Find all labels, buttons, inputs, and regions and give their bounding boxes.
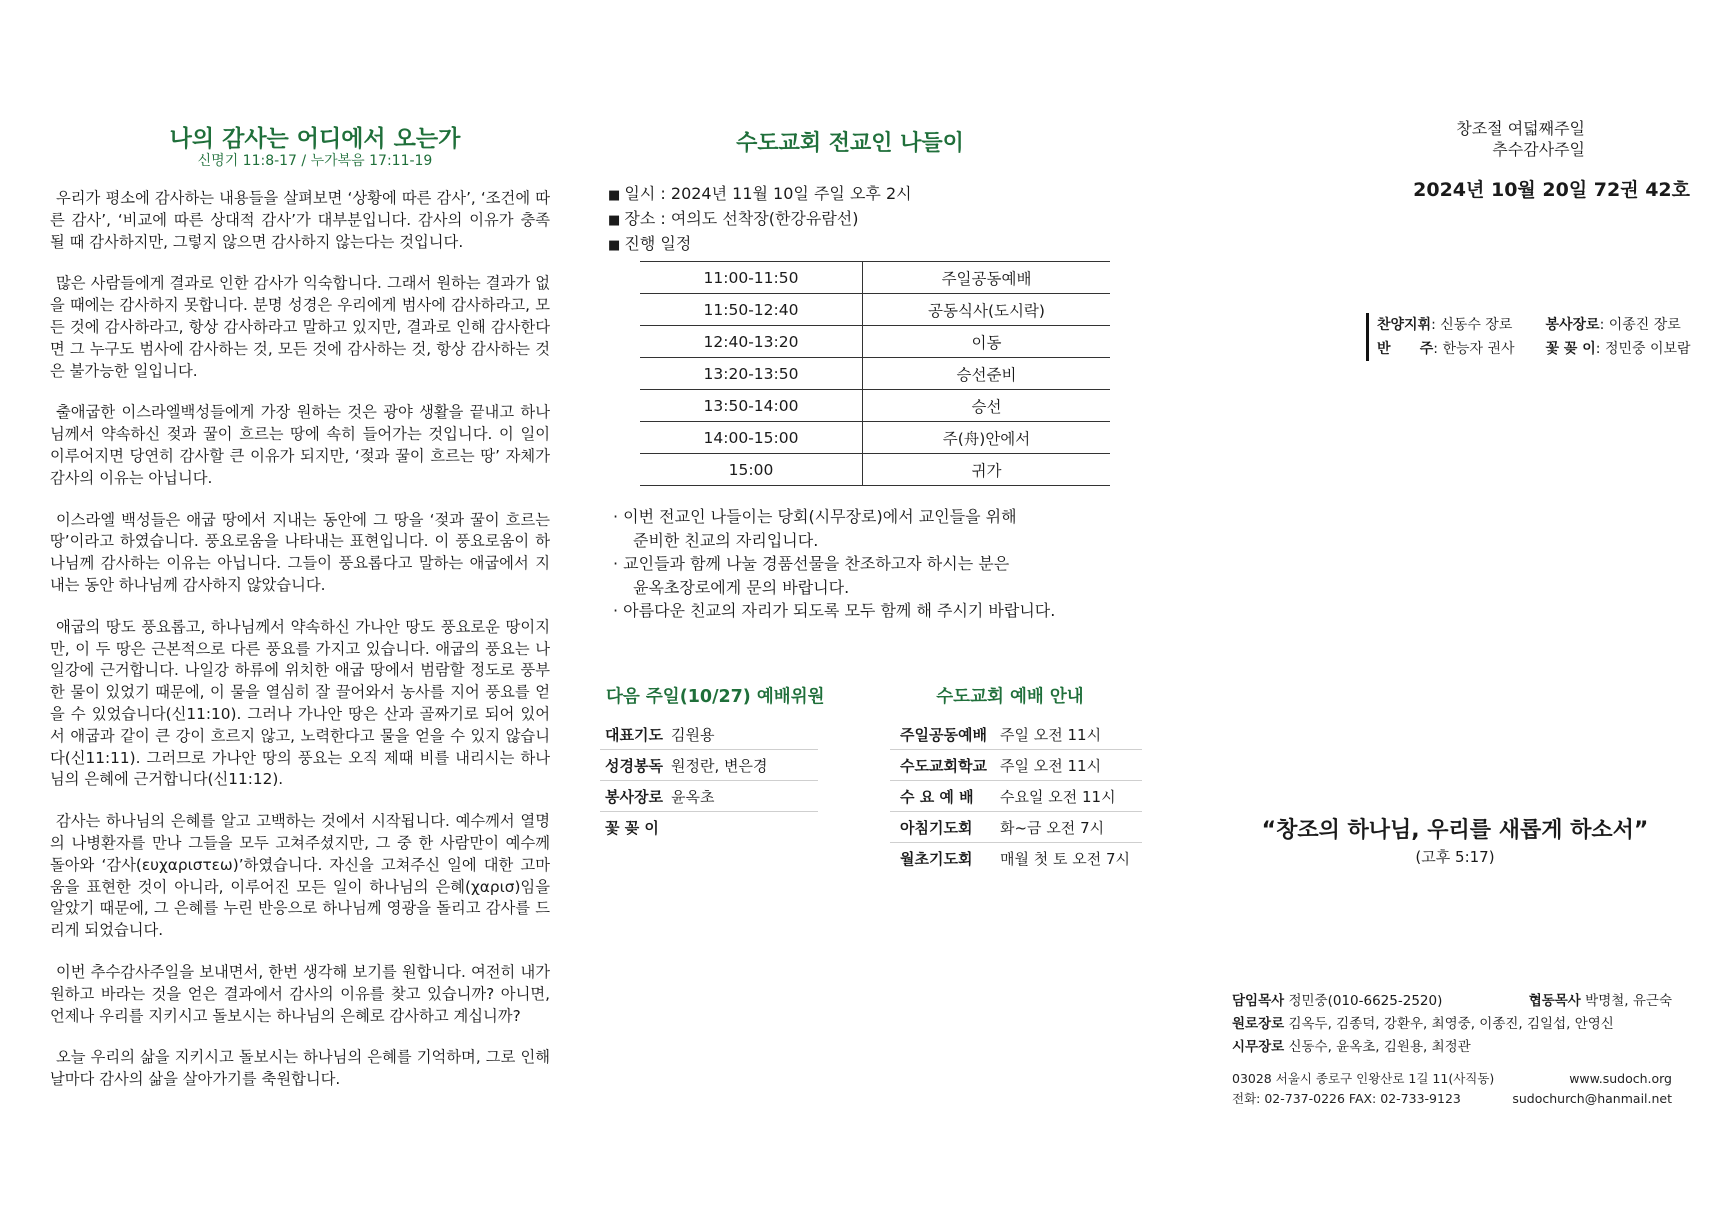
table-row — [890, 750, 1142, 781]
schedule-time: 13:20-13:50 — [640, 358, 863, 390]
schedule-time: 12:40-13:20 — [640, 326, 863, 358]
staff-value: : 이종진 장로 — [1599, 317, 1681, 333]
schedule-time: 15:00 — [640, 454, 863, 486]
service-time: 주일 오전 11시 — [1000, 719, 1142, 750]
elders-line — [1232, 1036, 1672, 1059]
service-name: 수도교회학교 — [890, 750, 1000, 781]
season-line: 창조절 여덟째주일 — [1456, 119, 1585, 138]
note-line: · 교인들과 함께 나눌 경품선물을 찬조하고자 하시는 분은 — [613, 554, 1010, 573]
table-row — [640, 390, 1110, 422]
table-row — [600, 781, 818, 812]
staff-value: : 신동수 장로 — [1431, 317, 1513, 333]
sermon-paragraph: 이스라엘 백성들은 애굽 땅에서 지내는 동안에 그 땅을 ‘젖과 꿀이 흐르는 땅’이라고 하였습니다. 풍요로움을 나타내는 표현입니다. 이 풍요로움이 하나님께 감사하는 이유는 아닙니다. 그들이 풍요롭다고 말하는 애굽에서 지내는 동안 하나님께 감사하지 않았습니다. — [50, 510, 550, 594]
emeritus-value: 김옥두, 김종덕, 강환우, 최영중, 이종진, 김일섭, 안영신 — [1288, 1016, 1614, 1032]
liturgical-season — [1350, 118, 1585, 160]
staff-label: 봉사장로 — [1545, 317, 1600, 333]
season-line: 추수감사주일 — [1492, 140, 1585, 159]
sermon-paragraph: 오늘 우리의 삶을 지키시고 돌보시는 하나님의 은혜를 기억하며, 그로 인해 날마다 감사의 삶을 살아가기를 축원합니다. — [50, 1048, 550, 1089]
next-week-title: 다음 주일(10/27) 예배위원 — [606, 687, 825, 707]
note-line: · 아름다운 친교의 자리가 되도록 모두 함께 해 주시기 바랍니다. — [613, 601, 1056, 620]
schedule-event: 주(舟)안에서 — [863, 422, 1111, 454]
schedule-time: 14:00-15:00 — [640, 422, 863, 454]
schedule-event: 승선 — [863, 390, 1111, 422]
note-line: 윤옥초장로에게 문의 바랍니다. — [633, 577, 850, 597]
motto-reference: (고후 5:17) — [1415, 848, 1495, 866]
staff-item — [1545, 337, 1690, 361]
sermon-paragraph: 감사는 하나님의 은혜를 알고 고백하는 것에서 시작됩니다. 예수께서 열명의 나병환자를 만나 그들을 모두 고쳐주셨지만, 그 중 한 사람만이 예수께 돌아와 ‘감사(ευχαριστεω)’하였습니다. 자신을 고쳐주신 일에 대한 고마움을 표현한 것이 아니라, 이루어진 모든 일이 하나님의 은혜(χαρισ)임을 알았기 때문에, 그 은혜를 누린 반응으로 하나님께 영광을 돌리고 감사를 드리게 되었습니다. — [50, 812, 550, 940]
staff-item — [1377, 313, 1541, 337]
role-label: 성경봉독 — [600, 750, 671, 781]
table-row — [640, 454, 1110, 486]
staff-label: 꽃 꽂 이 — [1545, 341, 1596, 357]
outing-schedule-heading: ■ 진행 일정 — [608, 232, 912, 257]
sermon-paragraph: 우리가 평소에 감사하는 내용들을 살펴보면 ‘상황에 따른 감사’, ‘조건에 따른 감사’, ‘비교에 따른 상대적 감사’가 대부분입니다. 감사의 이유가 충족 될 때 감사하지만, 그렇지 않으면 감사하지 않는다는 것입니다. — [50, 189, 550, 251]
table-row — [890, 719, 1142, 750]
service-name: 아침기도회 — [890, 812, 1000, 843]
service-name: 월초기도회 — [900, 849, 973, 868]
outing-notes — [613, 505, 1055, 623]
church-staff-info — [1232, 990, 1672, 1059]
schedule-time: 13:50-14:00 — [640, 390, 863, 422]
table-row — [640, 294, 1110, 326]
role-name: 김원용 — [671, 719, 818, 750]
pastor-value: 정민중(010-6625-2520) — [1288, 993, 1443, 1009]
service-time: 수요일 오전 11시 — [1000, 781, 1142, 812]
staff-value: : 한능자 권사 — [1433, 341, 1515, 357]
issue-date: 2024년 10월 20일 72권 42호 — [1413, 179, 1690, 201]
emeritus-line — [1232, 1013, 1672, 1036]
role-name: 원정란, 변은경 — [671, 750, 818, 781]
table-row — [640, 358, 1110, 390]
sermon-title: 나의 감사는 어디에서 오는가 — [169, 126, 461, 152]
sermon-paragraph: 애굽의 땅도 풍요롭고, 하나님께서 약속하신 가나안 땅도 풍요로운 땅이지만, 이 두 땅은 근본적으로 다른 풍요를 가지고 있습니다. 애굽의 풍요는 나일강에 근거합니다. 나일강 하류에 위치한 애굽 땅에서 범람할 정도로 풍부한 물이 있었기 때문에, 이 물을 열심히 잘 끌어와서 농사를 지어 풍요를 얻을 수 있었습니다(신11:10). 그러나 가나안 땅은 산과 골짜기로 되어 있어서 애굽과 같이 큰 강이 흐르지 않고, 노력한다고 물을 얻을 수 있지 않습니다(신11:11). 그러므로 가나안 땅의 풍요는 오직 제때 비를 내리시는 하나님의 은혜에 근거합니다(신11:12). — [50, 617, 550, 789]
schedule-table — [640, 261, 1110, 486]
service-time: 화~금 오전 7시 — [1000, 812, 1142, 843]
next-week-table — [600, 719, 818, 842]
table-row — [890, 843, 1142, 874]
emeritus-label: 원로장로 — [1232, 1016, 1285, 1032]
note-line: 준비한 친교의 자리입니다. — [633, 530, 819, 550]
schedule-event: 이동 — [863, 326, 1111, 358]
staff-item — [1377, 337, 1541, 361]
staff-value: : 정민중 이보람 — [1595, 341, 1691, 357]
schedule-event: 승선준비 — [863, 358, 1111, 390]
outing-info — [608, 182, 912, 257]
sermon-paragraph: 출애굽한 이스라엘백성들에게 가장 원하는 것은 광야 생활을 끝내고 하나님께서 약속하신 젖과 꿀이 흐르는 땅에 속히 들어가는 것입니다. 이 일이 이루어지면 당연히 감사할 큰 이유가 되지만, ‘젖과 꿀이 흐르는 땅’ 자체가 감사의 이유는 아닙니다. — [50, 403, 550, 487]
table-row — [890, 781, 1142, 812]
outing-title: 수도교회 전교인 나들이 — [736, 131, 964, 156]
elders-value: 신동수, 윤옥초, 김원용, 최정관 — [1288, 1039, 1471, 1055]
services-title: 수도교회 예배 안내 — [936, 687, 1084, 707]
schedule-time: 11:00-11:50 — [640, 262, 863, 294]
website-link[interactable]: www.sudoch.org — [1569, 1071, 1672, 1086]
service-time: 주일 오전 11시 — [1000, 750, 1142, 781]
outing-place: ■ 장소 : 여의도 선착장(한강유람선) — [608, 207, 912, 232]
pastor-label: 담임목사 — [1232, 993, 1285, 1009]
schedule-time: 11:50-12:40 — [640, 294, 863, 326]
schedule-event: 공동식사(도시락) — [863, 294, 1111, 326]
phone-fax: 전화: 02-737-0226 FAX: 02-733-9123 — [1232, 1091, 1461, 1106]
table-row — [600, 812, 818, 843]
note-line: · 이번 전교인 나들이는 당회(시무장로)에서 교인들을 위해 — [613, 507, 1017, 526]
sermon-paragraph: 이번 추수감사주일을 보내면서, 한번 생각해 보기를 원합니다. 여전히 내가 원하고 바라는 것을 얻은 결과에서 감사의 이유를 찾고 있습니까? 아니면, 언제나 우리를 지키시고 돌보시는 하나님의 은혜로 감사하고 계십니까? — [50, 962, 550, 1025]
worship-staff — [1366, 313, 1691, 361]
copastor-label: 협동목사 — [1528, 993, 1581, 1009]
service-name: 수 요 예 배 — [890, 781, 1000, 812]
sermon-body — [50, 188, 550, 1111]
table-row — [600, 719, 818, 750]
church-motto: “창조의 하나님, 우리를 새롭게 하소서” — [1261, 818, 1649, 843]
sermon-paragraph: 많은 사람들에게 결과로 인한 감사가 익숙합니다. 그래서 원하는 결과가 없을 때에는 감사하지 못합니다. 분명 성경은 우리에게 범사에 감사하라고, 모든 것에 감사하라고, 항상 감사하라고 말하고 있지만, 결과로 인해 감사한다면 그 누구도 범사에 감사하는 것, 모든 것에 감사하는 것, 항상 감사하는 것은 불가능한 일입니다. — [50, 274, 550, 380]
role-label: 봉사장로 — [600, 781, 671, 812]
outing-date: ■ 일시 : 2024년 11월 10일 주일 오후 2시 — [608, 182, 912, 207]
role-name — [671, 812, 818, 843]
pastor-line — [1232, 990, 1672, 1013]
role-name: 윤옥초 — [671, 781, 818, 812]
schedule-event: 귀가 — [863, 454, 1111, 486]
schedule-event: 주일공동예배 — [863, 262, 1111, 294]
sermon-scripture: 신명기 11:8-17 / 누가복음 17:11-19 — [197, 153, 433, 169]
address: 03028 서울시 종로구 인왕산로 1길 11(사직동) — [1232, 1071, 1495, 1086]
table-row — [640, 262, 1110, 294]
service-time: 매월 첫 토 오전 7시 — [1000, 849, 1131, 868]
table-row — [890, 812, 1142, 843]
staff-item — [1545, 313, 1680, 337]
staff-label: 찬양지휘 — [1377, 317, 1432, 333]
email-link[interactable]: sudochurch@hanmail.net — [1512, 1091, 1672, 1106]
table-row — [600, 750, 818, 781]
copastor-value: 박명철, 유근숙 — [1585, 993, 1672, 1009]
table-row — [640, 422, 1110, 454]
elders-label: 시무장로 — [1232, 1039, 1285, 1055]
contact-info — [1232, 1069, 1672, 1109]
services-table — [890, 719, 1142, 873]
role-label: 꽃 꽂 이 — [605, 818, 659, 837]
role-label: 대표기도 — [600, 719, 671, 750]
staff-label: 반 주 — [1377, 341, 1434, 357]
service-name: 주일공동예배 — [890, 719, 1000, 750]
table-row — [640, 326, 1110, 358]
